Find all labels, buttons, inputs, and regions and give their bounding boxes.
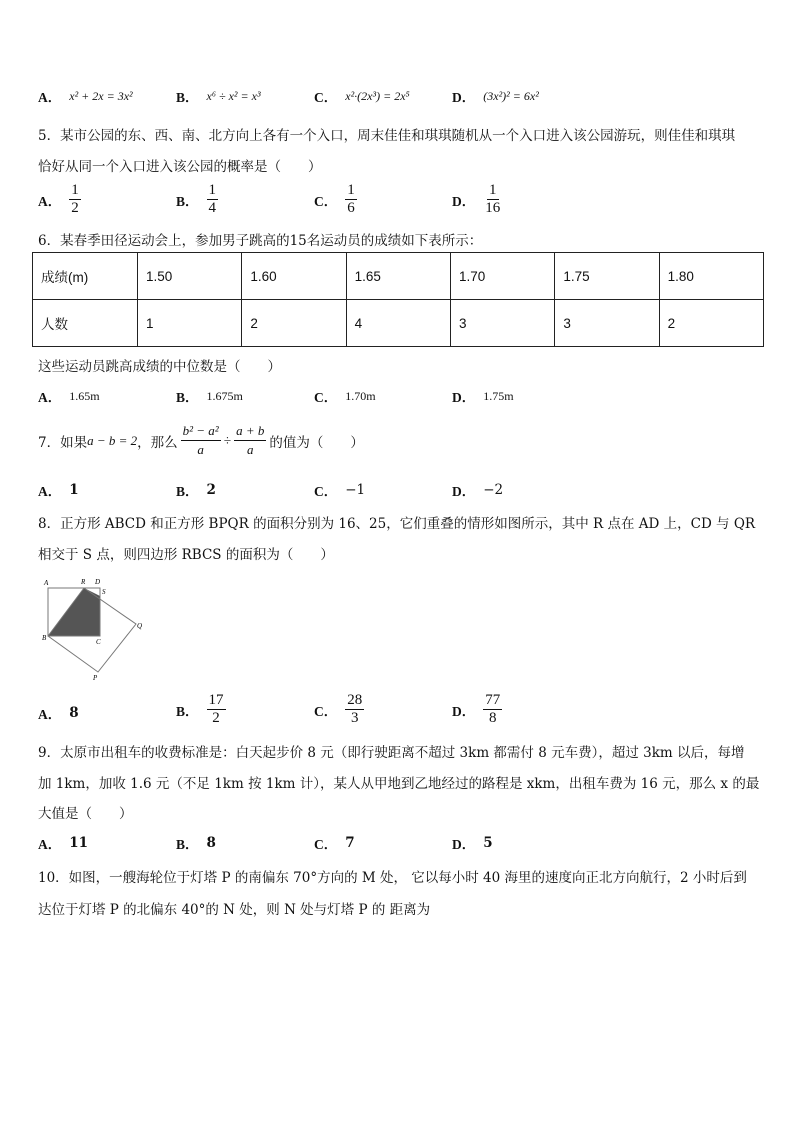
- figure-label: Q: [137, 622, 143, 630]
- q9-option-b[interactable]: B． 8: [176, 835, 216, 852]
- q4-option-b[interactable]: B． x⁶ ÷ x² = x³: [176, 88, 261, 105]
- q4-options: [38, 86, 758, 112]
- fraction: $\frac{28}{3}$: [347, 692, 363, 726]
- q5-option-d[interactable]: D． $\frac{1}{16}$: [452, 182, 501, 216]
- q8-stem-line2: 相交于 S 点，则四边形 RBCS 的面积为（ ）: [38, 547, 334, 563]
- q9-options: [38, 833, 758, 859]
- q6-options: [38, 386, 758, 412]
- q6-option-b[interactable]: B． 1.675m: [176, 388, 243, 405]
- q8-option-b[interactable]: B． $\frac{17}{2}$: [176, 692, 224, 726]
- table-cell: 人数: [33, 300, 138, 347]
- q7-stem: 7．如果 a − b = 2 ，那么 $\frac{\text{b² − a²}}{a}$ ÷ $\frac{a + b}{a}$ 的值为（ ）: [38, 423, 364, 457]
- table-cell: 1.65: [346, 253, 450, 300]
- figure-label: S: [102, 588, 106, 596]
- q4-option-a[interactable]: A． x² + 2x = 3x²: [38, 88, 133, 105]
- table-cell: 4: [346, 300, 450, 347]
- table-cell: 成绩(m): [33, 253, 138, 300]
- q9-option-d[interactable]: D． 5: [452, 835, 493, 852]
- q5-stem-line2: 恰好从同一个入口进入该公园的概率是（ ）: [38, 159, 322, 175]
- table-cell: 1.50: [138, 253, 242, 300]
- q6-option-d[interactable]: D． 1.75m: [452, 388, 514, 405]
- fraction: $\frac{a + b}{a}$: [236, 423, 265, 457]
- fraction: $\frac{1}{2}$: [71, 182, 79, 216]
- scores-table: [32, 252, 764, 347]
- q9-stem-line1: 9．太原市出租车的收费标准是：白天起步价 8 元（即行驶距离不超过 3km 都需付 8 元车费），超过 3km 以后，每增: [38, 745, 745, 761]
- q9-option-a[interactable]: A． 11: [38, 835, 89, 852]
- fraction: $\frac{1}{16}$: [485, 182, 501, 216]
- fraction: $\frac{17}{2}$: [208, 692, 224, 726]
- q5-option-c[interactable]: C． $\frac{1}{6}$: [314, 182, 355, 216]
- table-row: [33, 300, 764, 347]
- figure-label: R: [81, 578, 86, 586]
- q9-stem-line3: 大值是（ ）: [38, 806, 133, 822]
- table-cell: 1: [138, 300, 242, 347]
- q8-option-d[interactable]: D． $\frac{77}{8}$: [452, 692, 501, 726]
- figure-label: A: [44, 579, 49, 587]
- q7-option-a[interactable]: A． 1: [38, 482, 79, 499]
- table-cell: 1.60: [242, 253, 346, 300]
- table-cell: 2: [242, 300, 346, 347]
- q9-stem-line2: 加 1km，加收 1.6 元（不足 1km 按 1km 计），某人从甲地到乙地经过的路程是 xkm，出租车费为 16 元，那么 x 的最: [38, 776, 760, 792]
- q4-option-c[interactable]: C． x²·(2x³) = 2x⁵: [314, 88, 410, 105]
- table-row: [33, 253, 764, 300]
- table-cell: 3: [555, 300, 659, 347]
- q6-stem-line1: 6．某春季田径运动会上，参加男子跳高的15名运动员的成绩如下表所示：: [38, 233, 483, 249]
- fraction: $\frac{1}{4}$: [208, 182, 217, 216]
- table-cell: 2: [659, 300, 763, 347]
- q10-stem-line1: 10．如图，一艘海轮位于灯塔 P 的南偏东 70°方向的 M 处， 它以每小时 40 海里的速度向正北方向航行，2 小时后到: [38, 870, 747, 886]
- q8-options: [38, 692, 758, 732]
- table-cell: 1.75: [555, 253, 659, 300]
- squares-figure: [38, 574, 148, 684]
- shaded-quadrilateral: [48, 588, 100, 636]
- fraction: $\frac{77}{8}$: [485, 692, 501, 726]
- q8-option-a[interactable]: A． 8: [38, 705, 79, 722]
- q5-option-b[interactable]: B． $\frac{1}{4}$: [176, 182, 217, 216]
- table-cell: 1.80: [659, 253, 763, 300]
- table-cell: 1.70: [450, 253, 554, 300]
- q9-option-c[interactable]: C． 7: [314, 835, 355, 852]
- q4-option-d[interactable]: D． (3x²)² = 6x²: [452, 88, 539, 105]
- fraction: $\frac{\text{b² − a²}}{a}$: [182, 423, 219, 457]
- figure-label: B: [42, 634, 47, 642]
- q8-option-c[interactable]: C． $\frac{28}{3}$: [314, 692, 363, 726]
- figure-label: D: [95, 578, 101, 586]
- q5-options: [38, 182, 758, 222]
- q10-stem-line2: 达位于灯塔 P 的北偏东 40°的 N 处，则 N 处与灯塔 P 的 距离为: [38, 902, 431, 918]
- q7-options: [38, 480, 758, 506]
- q6-option-a[interactable]: A． 1.65m: [38, 388, 100, 405]
- figure-label: P: [93, 674, 98, 682]
- q6-stem-line2: 这些运动员跳高成绩的中位数是（ ）: [38, 359, 281, 375]
- q7-option-c[interactable]: C． −1: [314, 482, 366, 499]
- q8-stem-line1: 8．正方形 ABCD 和正方形 BPQR 的面积分别为 16、25，它们重叠的情形如图所示，其中 R 点在 AD 上，CD 与 QR: [38, 516, 756, 532]
- fraction: $\frac{1}{6}$: [347, 182, 355, 216]
- q5-option-a[interactable]: A． $\frac{1}{2}$: [38, 182, 79, 216]
- table-cell: 3: [450, 300, 554, 347]
- q6-option-c[interactable]: C． 1.70m: [314, 388, 376, 405]
- figure-label: C: [96, 638, 101, 646]
- q5-stem-line1: 5．某市公园的东、西、南、北方向上各有一个入口，周末佳佳和琪琪随机从一个入口进入该公园游玩，则佳佳和琪琪: [38, 128, 736, 144]
- q7-option-d[interactable]: D． −2: [452, 482, 504, 499]
- q7-option-b[interactable]: B． 2: [176, 482, 216, 499]
